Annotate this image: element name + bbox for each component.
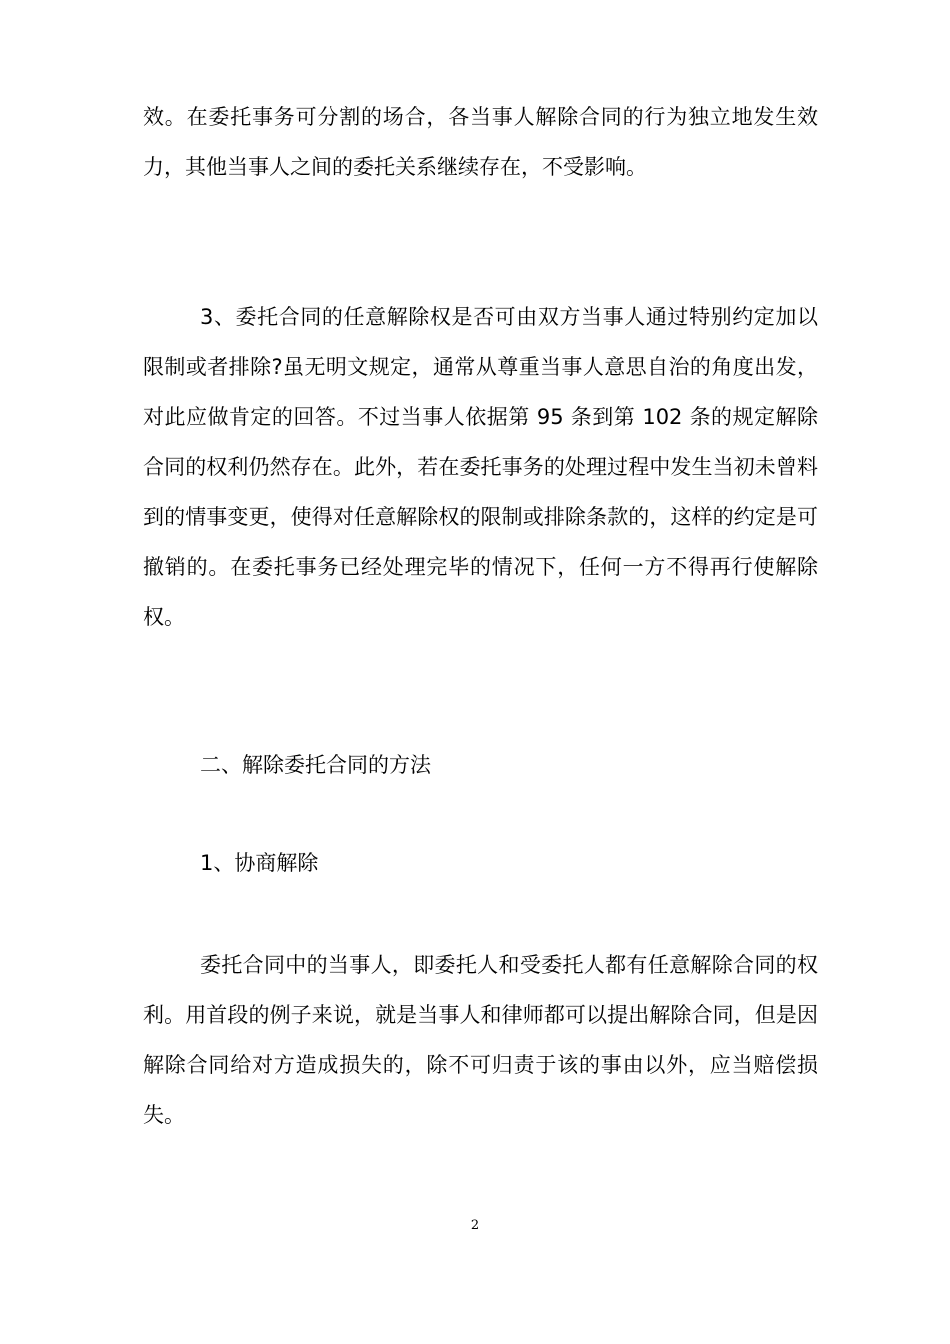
- page-number: 2: [470, 1218, 480, 1233]
- section-heading: 二、解除委托合同的方法: [200, 753, 431, 777]
- subsection-heading: 1、协商解除: [200, 851, 319, 875]
- paragraph-termination-right: 3、委托合同的任意解除权是否可由双方当事人通过特别约定加以限制或者排除?虽无明文规定，通常从尊重当事人意思自治的角度出发，对此应做肯定的回答。不过当事人依据第 95 条到第 102 条的规定解除合同的权利仍然存在。此外，若在委托事务的处理过程中发生当初未曾料到的情事变更，使得对任意解除权的限制或排除条款的，这样的约定是可撤销的。在委托事务已经处理完毕的情况下，任何一方不得再行使解除权。: [143, 305, 818, 629]
- paragraph-negotiated-termination: 委托合同中的当事人，即委托人和受委托人都有任意解除合同的权利。用首段的例子来说，就是当事人和律师都可以提出解除合同，但是因解除合同给对方造成损失的，除不可归责于该的事由以外，应当赔偿损失。: [143, 953, 818, 1127]
- paragraph-continued: 效。在委托事务可分割的场合，各当事人解除合同的行为独立地发生效力，其他当事人之间的委托关系继续存在，不受影响。: [143, 105, 818, 179]
